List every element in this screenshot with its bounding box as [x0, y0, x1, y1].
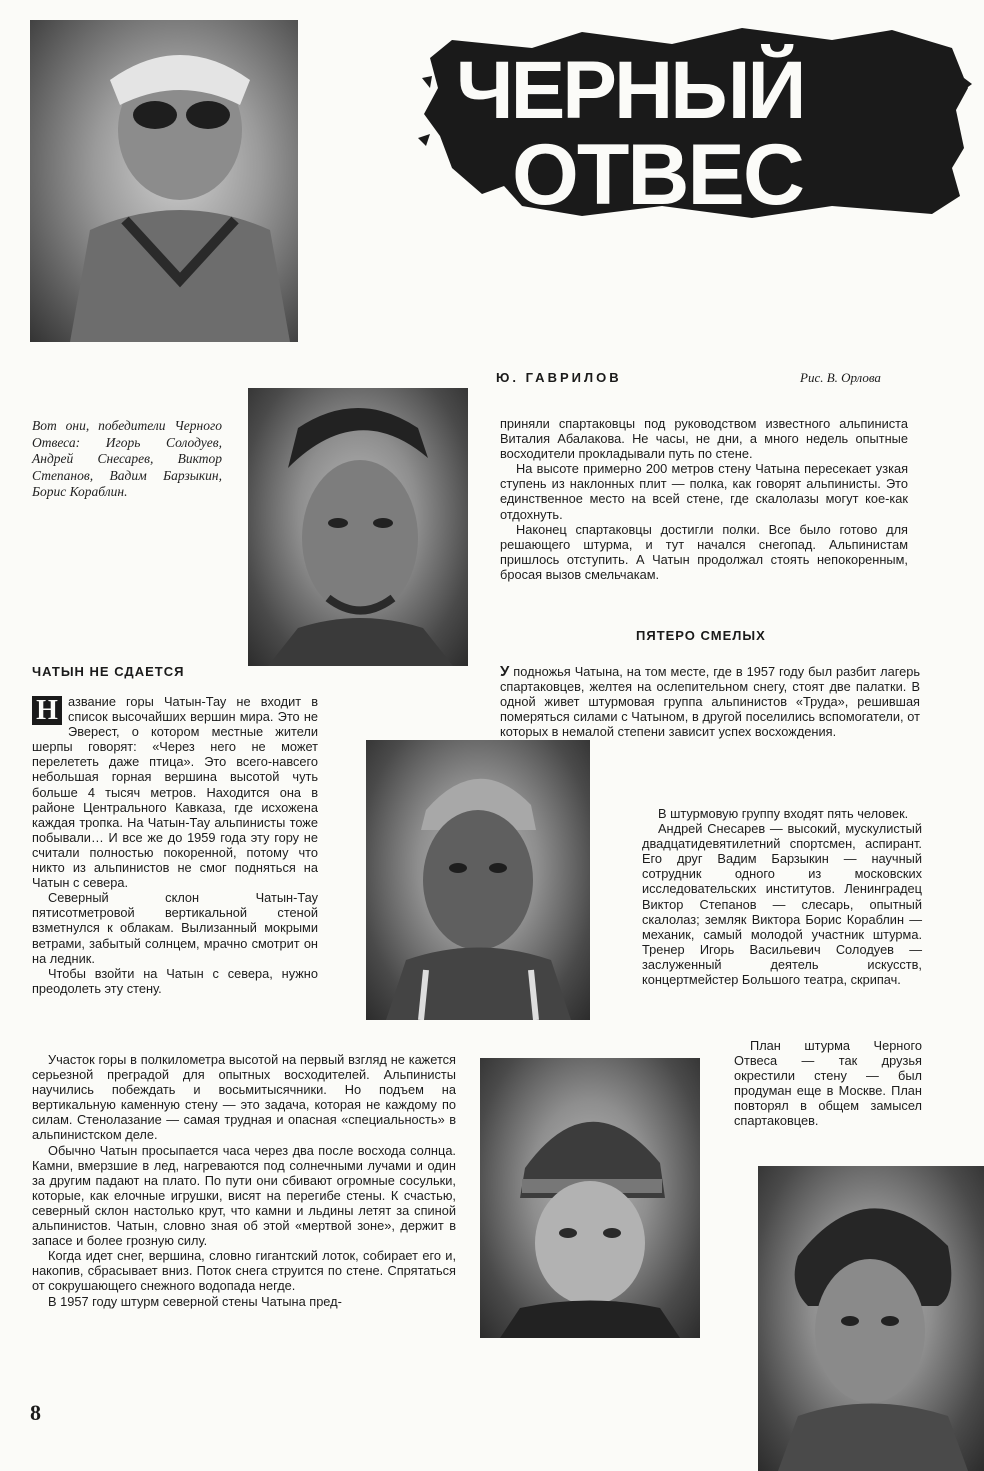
portrait-sunglasses-icon — [30, 20, 298, 342]
column2-paragraph: Наконец спартаковцы достигли полки. Все было готово для решающего штурма, и тут начался снегопад. Альпинистам пришлось отступить. А Чатын продолжал стоять непокоренным, бросая вызов смельчакам. — [500, 521, 908, 582]
photo-caption: Вот они, победители Черного Отвеса: Игорь Солодуев, Андрей Снесарев, Виктор Степанов, Вадим Барзыкин, Борис Кораблин. — [32, 418, 222, 499]
title-banner — [412, 18, 974, 228]
portrait-knit-hat-icon — [480, 1058, 700, 1338]
column2-paragraph: На высоте примерно 200 метров стену Чатына пересекает узкая ступень из наклонных плит — полка, как говорят альпинисты. Это единственное место на всей стене, где скалолазы могут кое-как отдохнуть. — [500, 461, 908, 522]
section2-paragraph: План штурма Черного Отвеса — так друзья окрестили стену — был продуман еще в Москве. План повторял в общем замысел спартаковцев. — [734, 1038, 922, 1129]
author-byline: Ю. ГАВРИЛОВ — [496, 370, 622, 385]
column3-text — [642, 740, 922, 987]
section1-paragraph: Чтобы взойти на Чатын с севера, нужно преодолеть эту стену. — [32, 965, 318, 996]
illustrator-credit: Рис. В. Орлова — [800, 370, 881, 385]
photo-viktor-stepanov — [480, 1058, 700, 1338]
section2-heading: ПЯТЕРО СМЕЛЫХ — [636, 628, 766, 643]
column3-narrow-text — [734, 1038, 922, 1129]
section1-paragraph: В 1957 году штурм северной стены Чатына пред- — [48, 1293, 342, 1309]
section2-paragraph: В штурмовую группу входят пять человек. — [658, 806, 909, 821]
section1-paragraph: Когда идет снег, вершина, словно гигантский лоток, собирает его и, накопив, сбрасывает вниз. Поток снега струится по стене. Спрятаться от сокрушающего снежного водопада негде. — [32, 1248, 456, 1294]
title-line1: ЧЕРНЫЙ — [456, 45, 804, 136]
photo-andrey-snesarev — [248, 388, 468, 666]
section1-heading: ЧАТЫН НЕ СДАЕТСЯ — [32, 664, 185, 679]
column2-paragraph: приняли спартаковцы под руководством известного альпиниста Виталия Абалакова. Не часы, не дни, а много недель опытные восходители прокладывали путь по стене. — [500, 416, 908, 462]
section2-paragraph: Андрей Снесарев — высокий, мускулистый двадцатидевятилетний спортсмен, аспирант. Его друг Вадим Барзыкин — научный сотрудник одного из московских исследовательских институтов. Ленинградец Виктор Степанов — слесарь, опытный скалолаз; земляк Виктора Борис Кораблин — механик, самый молодой участник штурма. Тренер Игорь Васильевич Солодуев — заслуженный деятель искусств, концертмейстер Большого театра, скрипач. — [642, 821, 922, 988]
section1-paragraph: Северный склон Чатын-Тау пятисотметровой вертикальной стеной взметнулся к облакам. Вылизанный мокрыми ветрами, забытый солнцем, мрачно смотрит он на ледник. — [32, 890, 318, 966]
portrait-curly-hair-icon — [758, 1166, 984, 1471]
photo-boris-korablin — [758, 1166, 984, 1471]
title-line2: ОТВЕС — [512, 127, 803, 223]
photo-vadim-barzykin — [366, 740, 590, 1020]
column2-text — [500, 416, 908, 582]
section1-paragraph: Н азвание горы Чатын-Тау не входит в список высочайших вершин мира. Это не Эверест, о котором местные жители шерпы говорят: «Через него не может перелететь даже птица». Это всего-навсего небольшая горная вершина высотой чуть больше 4 тысяч метров. Находится она в районе Центрального Кавказа, где исхожена каждая тропка. На Чатын-Тау альпинисты тоже побывали… И все же до 1959 года эту гору не считали полностью покоренной, потому что никто из альпинистов не смог подняться на Чатын с севера. — [32, 694, 318, 891]
section1-paragraph: Участок горы в полкилометра высотой на первый взгляд не кажется серьезной преградой для опытных восходителей. Альпинисты научились побеждать и восьмитысячники. Но подъем на вертикальную каменную стену — это задача, которая не каждому по силам. Стенолазание — самая трудная и опасная «специальность» в альпинистском деле. — [32, 1052, 456, 1143]
portrait-man-icon — [248, 388, 468, 666]
column1-text — [32, 694, 318, 996]
title-rough-background — [412, 18, 974, 228]
photo-igor-solodu — [30, 20, 298, 342]
page-number: 8 — [30, 1400, 41, 1425]
section1-paragraph: Обычно Чатын просыпается часа через два после восхода солнца. Камни, вмерзшие в лед, нагреваются под солнечными лучами и один за другим падают на плато. По пути они сбивают огромные сосульки, которые, как елочные игрушки, висят на перегибе стены. К счастью, северный склон настолько крут, что камни и льдины летят за спиной альпинистов. Чатын, словно зная об этой «мертвой зоне», держит в запасе и более грозную силу. — [32, 1142, 456, 1249]
dropcap: Н — [32, 696, 62, 725]
section2-paragraph: У подножья Чатына, на том месте, где в 1957 году был разбит лагерь спартаковцев, желтея на ослепительном снегу, стоят две палатки. В одной живет штурмовая группа альпинистов «Труда», решившая померяться силами с Чатыном, в другой поселились вспомогатели, от которых в немалой степени зависит успех восхождения. — [500, 663, 920, 740]
portrait-man-hat-icon — [366, 740, 590, 1020]
first-letter: У — [500, 663, 510, 680]
column1-wide-text — [32, 1052, 456, 1309]
column3-intro — [500, 664, 920, 739]
